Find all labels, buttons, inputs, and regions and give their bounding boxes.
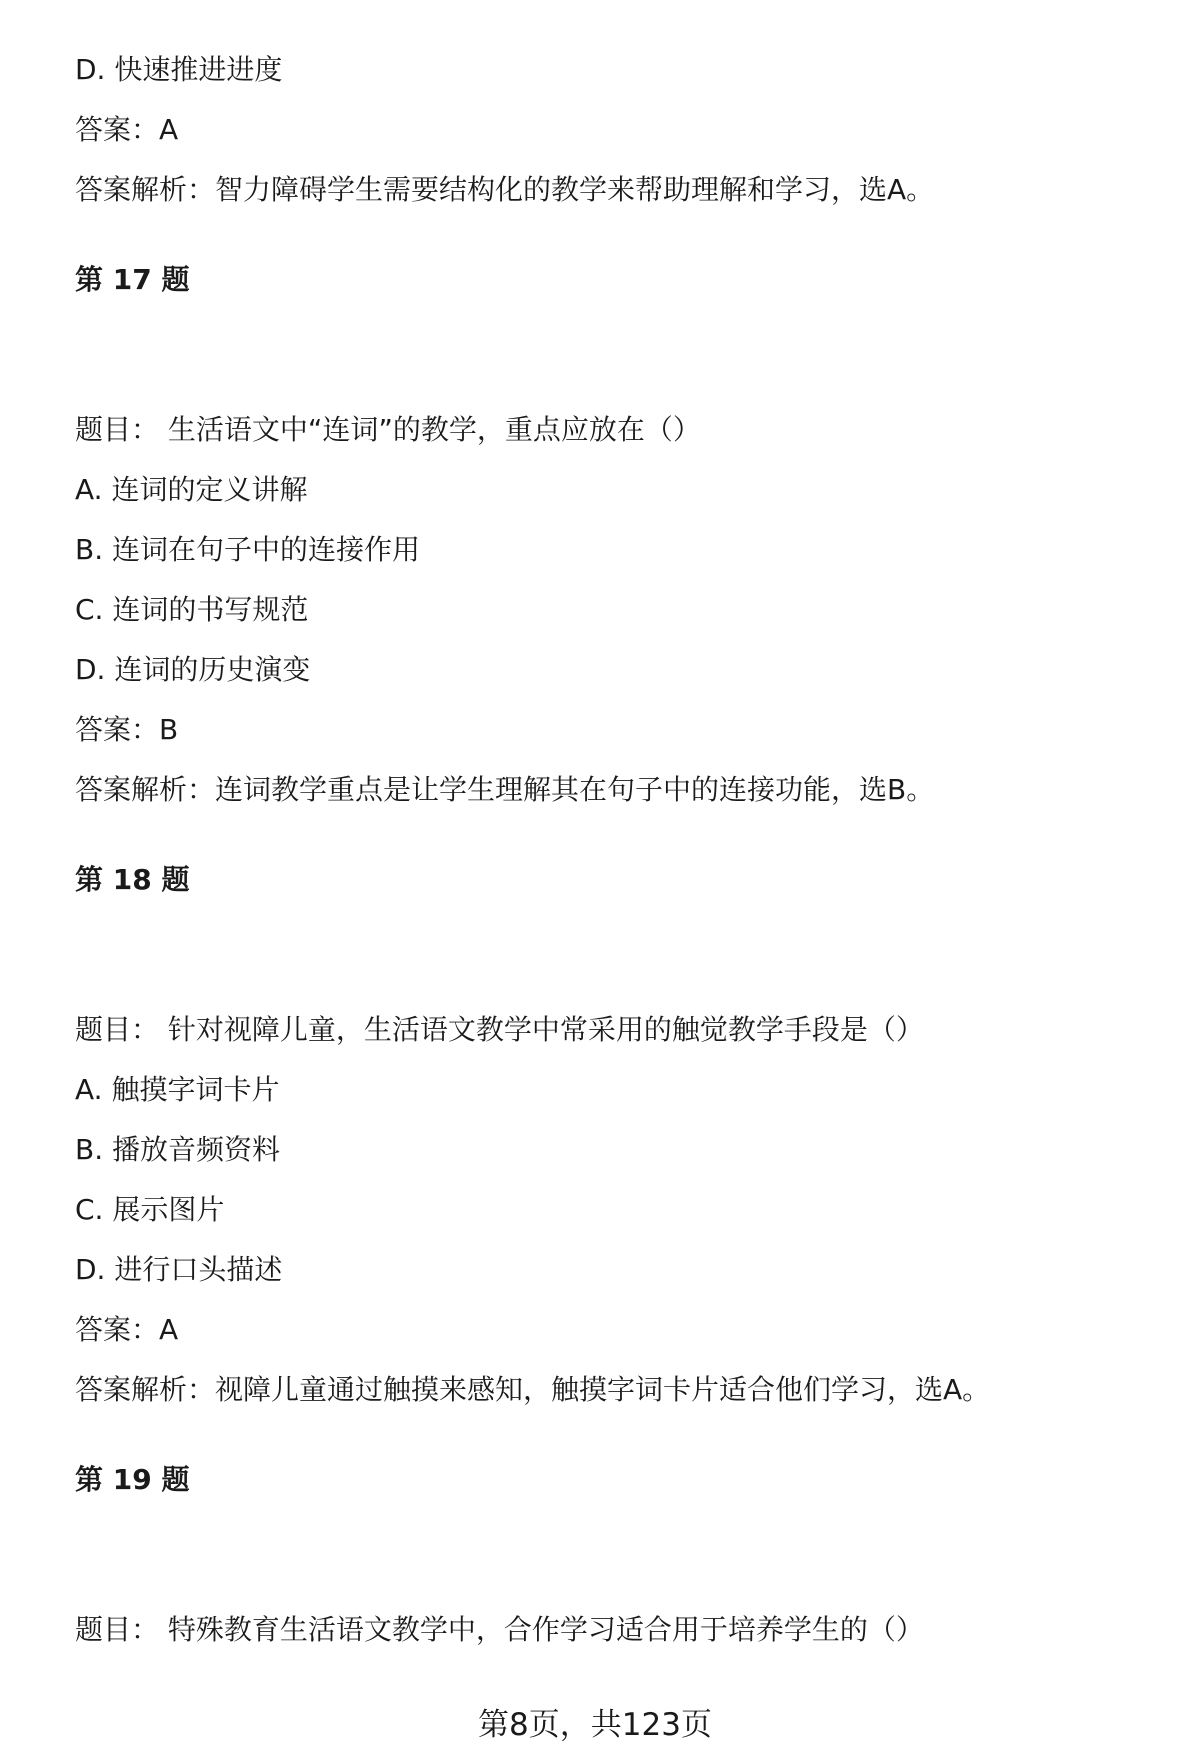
q18-heading: 第 18 题 xyxy=(75,863,190,896)
q16-answer: 答案：A xyxy=(75,113,179,146)
q18-option-b: B. 播放音频资料 xyxy=(75,1133,281,1166)
page-number: 第8页，共123页 xyxy=(478,1707,712,1743)
q17-stem: 题目： 生活语文中“连词”的教学，重点应放在（） xyxy=(75,413,701,446)
q18-option-a: A. 触摸字词卡片 xyxy=(75,1073,280,1106)
q17-option-a: A. 连词的定义讲解 xyxy=(75,473,308,506)
q17-answer: 答案：B xyxy=(75,713,179,746)
q18-option-c: C. 展示图片 xyxy=(75,1193,225,1226)
q17-option-b: B. 连词在句子中的连接作用 xyxy=(75,533,421,566)
q17-analysis: 答案解析：连词教学重点是让学生理解其在句子中的连接功能，选B。 xyxy=(75,773,935,806)
q18-stem: 题目： 针对视障儿童，生活语文教学中常采用的触觉教学手段是（） xyxy=(75,1013,924,1046)
q19-stem: 题目： 特殊教育生活语文教学中，合作学习适合用于培养学生的（） xyxy=(75,1613,924,1646)
q16-analysis: 答案解析：智力障碍学生需要结构化的教学来帮助理解和学习，选A。 xyxy=(75,173,935,206)
q19-heading: 第 19 题 xyxy=(75,1463,190,1496)
q17-heading: 第 17 题 xyxy=(75,263,190,296)
q16-option-d: D. 快速推进进度 xyxy=(75,53,283,86)
q18-analysis: 答案解析：视障儿童通过触摸来感知，触摸字词卡片适合他们学习，选A。 xyxy=(75,1373,991,1406)
q18-answer: 答案：A xyxy=(75,1313,179,1346)
q17-option-c: C. 连词的书写规范 xyxy=(75,593,309,626)
q17-option-d: D. 连词的历史演变 xyxy=(75,653,311,686)
q18-option-d: D. 进行口头描述 xyxy=(75,1253,283,1286)
